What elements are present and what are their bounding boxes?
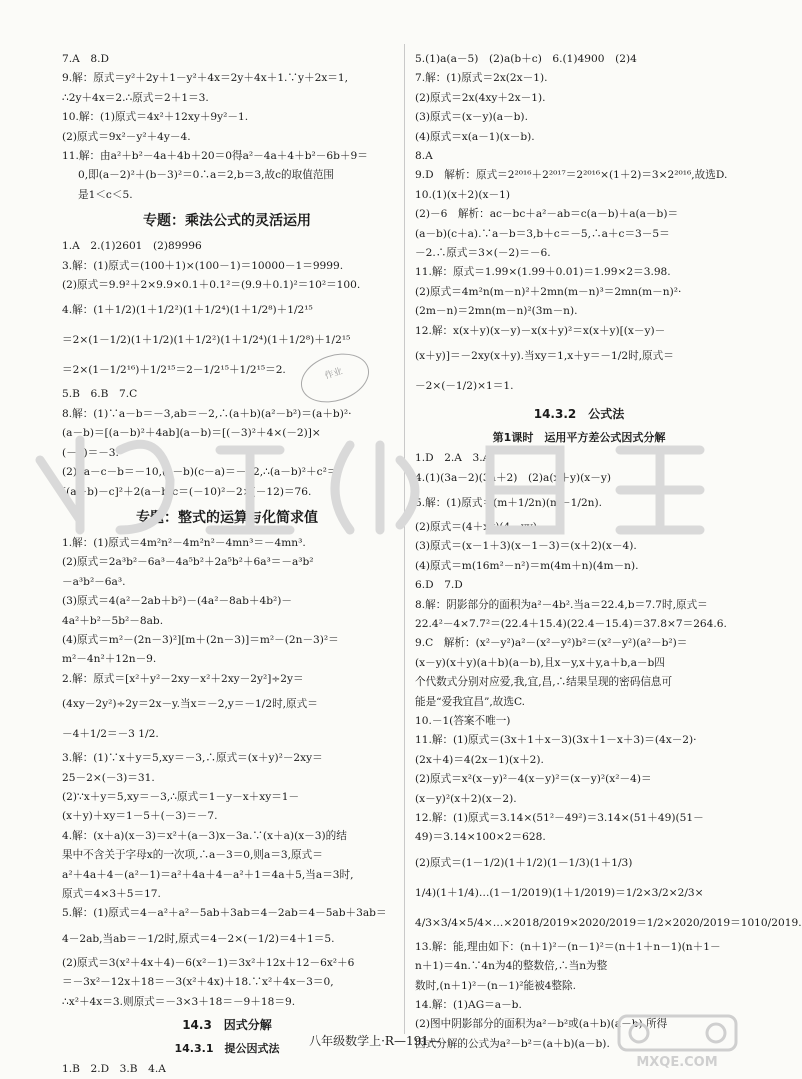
answer-line: 果中不含关于字母x的一次项,∴a－3＝0,则a＝3,原式＝ [62, 849, 323, 862]
answer-line: 12.解：x(x＋y)(x－y)－x(x＋y)²＝x(x＋y)[(x－y)－ [415, 324, 666, 337]
answer-line: 因式分解的公式为a²－b²＝(a＋b)(a－b). [415, 1037, 610, 1050]
answer-line: 11.解：(1)原式＝(3x＋1＋x－3)(3x＋1－x＋3)＝(4x－2)· [415, 734, 697, 747]
answer-line: 1/4)(1＋1/4)…(1－1/2019)(1＋1/2019)＝1/2×3/2×2/3× [415, 886, 704, 899]
logo-text: MXQE.COM [636, 1055, 718, 1070]
answer-line: (2)原式＝2x(4xy＋2x－1). [415, 91, 546, 104]
answer-line: 13.解：能,理由如下：(n＋1)²－(n－1)²＝(n＋1＋n－1)(n＋1－ [415, 940, 721, 953]
answer-line: 4.解：(x＋a)(x－3)＝x²＋(a－3)x－3a.∵(x＋a)(x－3)的结 [62, 829, 347, 842]
answer-line: 4.解：(1＋1/2)(1＋1/2²)(1＋1/2⁴)(1＋1/2⁸)＋1/2¹⁵ [62, 304, 313, 317]
answer-line: 数时,(n＋1)²－(n－1)²能被4整除. [415, 979, 576, 992]
answer-line: ∴x²＋4x＝3.则原式＝－3×3＋18＝－9＋18＝9. [62, 995, 296, 1008]
answer-line: (2x＋4)＝4(2x－1)(x＋2). [415, 753, 544, 766]
answer-line: 个代数式分别对应爱,我,宜,昌,∴结果呈现的密码信息可 [415, 676, 673, 689]
answer-line: －4＋1/2＝－3 1/2. [62, 728, 159, 741]
answer-line: 5.解：(1)原式＝4－a²＋a²－5ab＋3ab＝4－2ab＝4－5ab＋3ab＝ [62, 907, 387, 920]
answer-line: (2)原式＝3(x²＋4x＋4)－6(x²－1)＝3x²＋12x＋12－6x²＋6 [62, 956, 355, 969]
answer-line: ＝2×(1－1/2¹⁶)＋1/2¹⁵＝2－1/2¹⁵＋1/2¹⁵＝2. [62, 364, 286, 377]
answer-line: (2)图中阴影部分的面积为a²－b²或(a＋b)(a－b).所得 [415, 1018, 668, 1031]
answer-line: 原式＝4×3＋5＝17. [62, 888, 161, 900]
answer-line: m²－4n²＋12n－9. [62, 653, 157, 666]
answer-line: (2)原式＝4m²n(m－n)²＋2mn(m－n)³＝2mn(m－n)²· [415, 285, 682, 298]
answer-line: (3)原式＝4(a²－2ab＋b²)－(4a²－8ab＋4b²)－ [62, 595, 292, 608]
answer-line: (a－b)(c＋a).∵a－b＝3,b＋c＝－5,∴a＋c＝3－5＝ [415, 227, 670, 240]
answer-line: (4)原式＝m(16m²－n²)＝m(4m＋n)(4m－n). [415, 559, 639, 572]
answer-line: 1.解：(1)原式＝4m²n²－4m²n²－4mn³＝－4mn³. [62, 536, 306, 549]
page-footer: 八年级数学上·R—191— [309, 1034, 441, 1048]
answer-line: 14.解：(1)AG＝a－b. [415, 999, 522, 1012]
subsection-heading: 14.3 因式分解 [182, 1018, 272, 1033]
answer-line: 4a²＋b²－5b²－8ab. [62, 614, 164, 627]
answer-line: (2)原式＝(1－1/2)(1＋1/2)(1－1/3)(1＋1/3) [415, 856, 633, 869]
answer-line: (x－y)²(x＋2)(x－2). [415, 792, 517, 805]
answer-line: (3)原式＝(x－1＋3)(x－1－3)＝(x＋2)(x－4). [415, 540, 637, 553]
answer-line: (3)原式＝(x－y)(a－b). [415, 111, 528, 124]
lesson-heading: 第1课时 运用平方差公式因式分解 [492, 431, 666, 445]
answer-line: (2)原式＝2a³b²－6a³－4a⁵b²＋2a⁵b²＋6a³＝－a³b² [62, 556, 314, 569]
answer-line: 3.解：(1)原式＝(100＋1)×(100－1)＝10000－1＝9999. [62, 259, 344, 272]
answer-line: 7.A 8.D [62, 53, 109, 65]
answer-line: 10.－1(答案不唯一) [415, 714, 511, 727]
answer-line: 8.解：阴影部分的面积为a²－4b².当a＝22.4,b＝7.7时,原式＝ [415, 598, 708, 611]
answer-line: 6.D 7.D [415, 579, 463, 592]
answer-line: 49)＝3.14×100×2＝628. [415, 831, 546, 844]
answer-line: 10.解：(1)原式＝4x²＋12xy＋9y²－1. [62, 111, 249, 124]
answer-line: 4.(1)(3a－2)(3a＋2) (2)a(x＋y)(x－y) [415, 471, 611, 484]
answer-line: (4)原式＝m²－(2n－3)²][m＋(2n－3)]＝m²－(2n－3)²＝ [62, 633, 339, 646]
answer-line: (x－y)(x＋y)(a＋b)(a－b),且x－y,x＋y,a＋b,a－b四 [415, 656, 665, 669]
site-logo [615, 1010, 740, 1072]
answer-line: 11.解：原式＝1.99×(1.99＋0.01)＝1.99×2＝3.98. [415, 266, 671, 279]
answer-line: (x＋y)＋xy＝1－5＋(－3)＝－7. [62, 810, 218, 823]
answer-line: a²＋4a＋4－(a²－1)＝a²＋4a＋4－a²＋1＝4a＋5,当a＝3时, [62, 868, 354, 881]
answer-line: 5.(1)a(a－5) (2)a(b＋c) 6.(1)4900 (2)4 [415, 53, 637, 65]
answer-line: 9.C 解析：(x²－y²)a²－(x²－y²)b²＝(x²－y²)(a²－b²)＝ [415, 637, 688, 650]
subsection-heading: 14.3.2 公式法 [533, 407, 625, 422]
answer-line: 7.解：(1)原式＝2x(2x－1). [415, 72, 548, 85]
answer-line: (4xy－2y²)÷2y＝2x－y.当x＝－2,y＝－1/2时,原式＝ [62, 698, 318, 711]
right-column [415, 50, 802, 1054]
answer-line: 9.D 解析：原式＝2²⁰¹⁶＋2²⁰¹⁷＝2²⁰¹⁶×(1＋2)＝3×2²⁰¹⁶,故选D. [415, 169, 728, 182]
answer-line: －a³b²－6a³. [62, 575, 126, 588]
answer-line: 是1＜c＜5. [78, 188, 133, 201]
answer-line: ＝－3x²－12x＋18＝－3(x²＋4x)＋18.∵x²＋4x－3＝0, [62, 976, 334, 989]
answer-line: (4)原式＝x(a－1)(x－b). [415, 130, 535, 143]
answer-line: [(a－b)－c]²＋2(a－b)c＝(－10)²－2×(－12)＝76. [62, 485, 312, 498]
answer-line: 能是“爱我宜昌”,故选C. [415, 695, 526, 708]
answer-line: 9.解：原式＝y²＋2y＋1－y²＋4x＝2y＋4x＋1.∵y＋2x＝1, [62, 72, 349, 85]
answer-line: 25－2×(－3)＝31. [62, 771, 155, 784]
answer-line: (－3)＝－3. [62, 446, 119, 459]
answer-line: (2)－6 解析：ac－bc＋a²－ab＝c(a－b)＋a(a－b)＝ [415, 208, 679, 221]
answer-line: 22.4²－4×7.7²＝(22.4＋15.4)(22.4－15.4)＝37.8×7＝264.6. [415, 617, 727, 630]
answer-line: (2)原式＝9x²－y²＋4y－4. [62, 130, 191, 143]
section-heading: 专题：乘法公式的灵活运用 [143, 213, 311, 230]
answer-line: 5.B 6.B 7.C [62, 388, 138, 401]
answer-line: (2m－n)＝2mn(m－n)²(3m－n). [415, 305, 578, 318]
left-column [62, 50, 392, 1079]
answer-line: 0,即(a－2)²＋(b－3)²＝0∴a＝2,b＝3,故c的取值范围 [78, 169, 335, 182]
answer-line: (a－b)＝[(a－b)²＋4ab](a－b)＝[(－3)²＋4×(－2)]× [62, 427, 321, 440]
answer-line: (2)原式＝x²(x－y)²－4(x－y)²＝(x－y)²(x²－4)＝ [415, 773, 652, 786]
answer-line: n＋1)＝4n.∵4n为4的整数倍,∴当n为整 [415, 960, 608, 973]
answer-line: (2)原式＝9.9²＋2×9.9×0.1＋0.1²＝(9.9＋0.1)²＝10²＝100. [62, 279, 361, 292]
answer-line: 4－2ab,当ab＝－1/2时,原式＝4－2×(－1/2)＝4＋1＝5. [62, 932, 335, 945]
answer-line: (2)∵x＋y＝5,xy＝－3,∴原式＝1－y－x＋xy＝1－ [62, 790, 300, 803]
answer-line: (x＋y)]＝－2xy(x＋y).当xy＝1,x＋y＝－1/2时,原式＝ [415, 350, 674, 363]
answer-line: 3.解：(1)∵x＋y＝5,xy＝－3,∴原式＝(x＋y)²－2xy＝ [62, 752, 323, 765]
answer-line: 1.A 2.(1)2601 (2)89996 [62, 240, 202, 253]
answer-line: 8.A [415, 150, 433, 163]
answer-line: 8.解：(1)∵a－b＝－3,ab＝－2,∴(a＋b)(a²－b²)＝(a＋b)²· [62, 407, 352, 420]
answer-line: 1.D 2.A 3.A [415, 452, 491, 465]
lesson-heading: 14.3.1 提公因式法 [174, 1042, 280, 1056]
answer-line: －2.∴原式＝3×(－2)＝－6. [415, 247, 551, 260]
answer-line: －2×(－1/2)×1＝1. [415, 380, 514, 393]
answer-line: 10.(1)(x＋2)(x－1) [415, 188, 511, 201]
answer-line: 1.B 2.D 3.B 4.A [62, 1063, 166, 1076]
answer-line: 5.解：(1)原式＝(m＋1/2n)(m－1/2n). [415, 496, 603, 509]
answer-line: (2)∵a－c－b＝－10,(a－b)(c－a)＝－12,∴(a－b)²＋c²＝ [62, 466, 338, 479]
section-heading: 专题：整式的运算与化简求值 [136, 509, 318, 526]
answer-line: ＝2×(1－1/2)(1＋1/2)(1＋1/2²)(1＋1/2⁴)(1＋1/2⁸)＋1/2¹⁵ [62, 334, 351, 347]
answer-line: (2)原式＝(4＋xy)(4－xy). [415, 520, 541, 533]
answer-line: ∴2y＋4x＝2.∴原式＝2＋1＝3. [62, 91, 209, 104]
answer-line: 12.解：(1)原式＝3.14×(51²－49²)＝3.14×(51＋49)(51－ [415, 812, 704, 824]
answer-line: 2.解：原式＝[x²＋y²－2xy－x²＋2xy－2y²]÷2y＝ [62, 672, 304, 685]
stamp-text: 作业 [323, 366, 344, 382]
faint-watermark [20, 420, 740, 540]
answer-line: 4/3×3/4×5/4×…×2018/2019×2020/2019＝1/2×2020/2019＝1010/2019. [415, 916, 802, 929]
answer-line: 11.解：由a²＋b²－4a＋4b＋20＝0得a²－4a＋4＋b²－6b＋9＝ [62, 150, 368, 163]
